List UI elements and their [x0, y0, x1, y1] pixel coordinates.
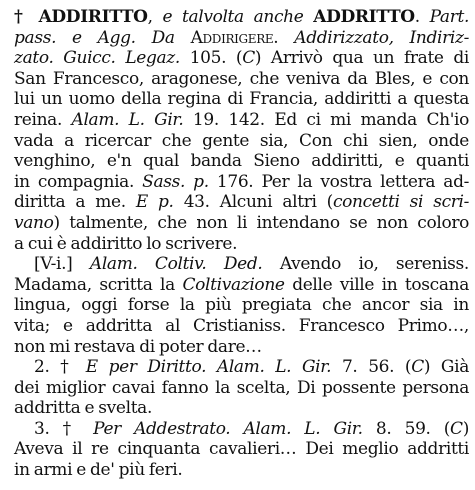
text-segment: dei miglior cavai fanno la scelta, Di possente persona — [14, 377, 469, 398]
text-segment: San Francesco, aragonese, che veniva da Bles, e con — [14, 68, 469, 89]
text-segment: vano — [14, 212, 54, 233]
text-segment: E p. — [135, 192, 174, 213]
text-segment: in armi e de' più feri. — [14, 460, 183, 481]
text-line — [14, 275, 469, 296]
text-segment: venghino, e'n qual banda Sieno addiritti, e quanti — [14, 151, 469, 172]
text-line — [14, 69, 469, 90]
text-segment: Avendo io, sereniss. — [262, 254, 469, 275]
text-segment: 105. ( — [179, 48, 243, 69]
text-segment: E per Diritto. Alam. L. Gir. — [85, 357, 332, 378]
text-line — [14, 89, 469, 110]
text-line — [14, 295, 469, 316]
text-segment: Aveva il re cinquanta cavalieri… Dei meglio addritti — [14, 439, 469, 460]
text-line — [14, 460, 469, 481]
text-segment: 176. Per la vostra lettera ad- — [208, 171, 469, 192]
text-segment: ) Già — [423, 357, 469, 378]
text-segment: ADDRITTO — [313, 7, 415, 27]
text-line — [14, 131, 469, 152]
text-segment: Addirizzato, Indiriz- — [294, 27, 470, 48]
text-segment: delle ville in toscana — [284, 274, 469, 295]
text-segment: 2. † — [34, 357, 86, 378]
text-segment: . — [273, 27, 295, 48]
text-segment: Sass. p. — [142, 171, 209, 192]
text-segment: concetti si scri- — [332, 192, 469, 213]
text-line — [14, 337, 469, 358]
text-segment: Addirigere — [190, 27, 274, 48]
text-segment: Alam. Coltiv. Ded. — [89, 254, 263, 275]
text-line — [14, 378, 469, 399]
text-segment: in compagnia. — [14, 171, 143, 192]
text-segment: 43. Alcuni altri ( — [173, 192, 333, 213]
text-line — [14, 110, 469, 131]
text-segment: C — [411, 357, 424, 378]
text-segment: diritta a me. — [14, 192, 136, 213]
text-segment: ) Arrivò qua un frate di — [254, 48, 470, 69]
text-segment: zato. Guicc. Legaz. — [14, 48, 180, 69]
text-line — [14, 357, 469, 378]
text-segment: vita; e addritta al Cristianiss. Francesco Primo…, — [14, 315, 469, 336]
text-segment: Alam. L. Gir. — [71, 109, 184, 130]
text-line — [14, 192, 469, 213]
text-segment: vada a ricercar che gente sia, Con chi sien, onde — [14, 130, 469, 151]
text-line — [14, 28, 469, 49]
text-segment: . — [414, 7, 430, 27]
text-line — [14, 172, 469, 193]
text-segment: 3. † — [34, 418, 94, 439]
text-segment: , — [147, 7, 163, 27]
text-segment: Coltivazione — [182, 274, 285, 295]
text-segment: Madama, scritta la — [14, 274, 183, 295]
text-segment: addritta e svelta. — [14, 398, 153, 419]
text-segment: 7. 56. ( — [331, 357, 412, 378]
text-line — [14, 48, 469, 69]
text-segment: C — [450, 418, 463, 439]
text-segment: † ADDIRITTO — [14, 7, 148, 27]
text-segment: lingua, oggi forse la più pregiata che ancor sia in — [14, 295, 469, 316]
text-segment: reina. — [14, 109, 72, 130]
text-segment: Per Addestrato. Alam. L. Gir. — [93, 418, 363, 439]
text-line — [14, 254, 469, 275]
text-segment: non mi restava di poter dare… — [14, 336, 262, 357]
text-segment: C — [242, 48, 255, 69]
text-line — [14, 7, 469, 28]
text-segment: 19. 142. Ed ci mi manda Ch'io — [183, 109, 470, 130]
text-segment: pass. e Agg. Da — [14, 27, 191, 48]
text-segment: [V-i.] — [34, 254, 90, 275]
text-segment: Part. — [429, 7, 470, 27]
text-line — [14, 234, 469, 255]
text-segment: 8. 59. ( — [362, 418, 451, 439]
text-line — [14, 151, 469, 172]
text-segment: ) talmente, che non li intendano se non coloro — [53, 212, 469, 233]
text-line — [14, 213, 469, 234]
text-segment: e talvolta anche — [162, 7, 314, 27]
text-segment: a cui è addiritto lo scrivere. — [14, 233, 238, 254]
text-line — [14, 398, 469, 419]
text-segment: lui un uomo della regina di Francia, addiritti a questa — [14, 89, 469, 110]
text-segment: ) — [462, 418, 470, 439]
text-line — [14, 419, 469, 440]
text-line — [14, 316, 469, 337]
text-line — [14, 439, 469, 460]
